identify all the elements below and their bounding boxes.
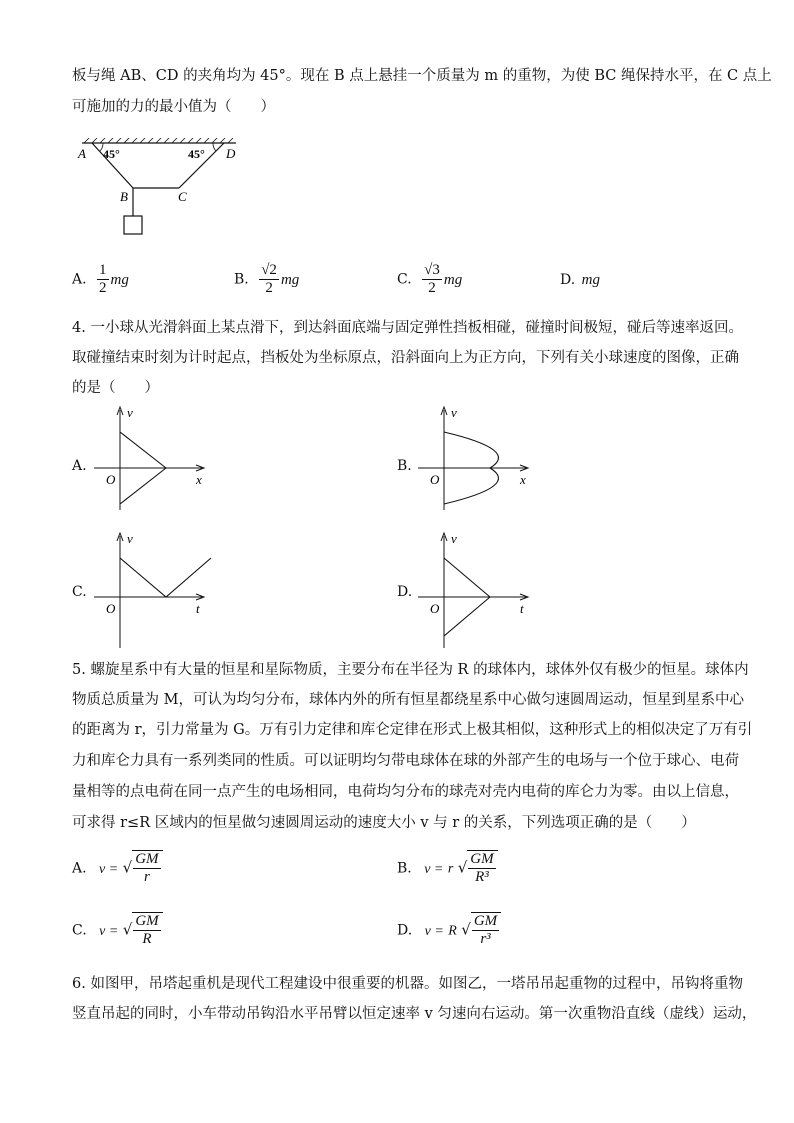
q4-option-c-letter[interactable]: C. [72,584,87,600]
q5-line5: 量相等的点电荷在同一点产生的电场相同，电荷均匀分布的球壳对壳内电荷的库仑力为零。由以上信息， [72,784,739,800]
fraction: $\frac{√2}{2}$ [261,262,277,296]
fraction: $\frac{√3}{2}$ [424,262,440,296]
q3-option-a[interactable]: A. $\frac{1}{2}$ mg [72,262,129,296]
q6-line2: 竖直吊起的同时，小车带动吊钩沿水平吊臂以恒定速率 v 匀速向右运动。第一次重物沿直线（虚线）运动， [72,1006,757,1022]
label-a: A [78,146,86,161]
q4-graph-a[interactable] [90,402,220,514]
fraction: $\frac{1}{2}$ [99,262,107,296]
label-b: B [120,189,128,204]
sqrt-sign: √ [122,858,133,877]
fraction: $\frac{GM}{R}$ [135,913,159,947]
q3-text-line1: 板与绳 AB、CD 的夹角均为 45°。现在 B 点上悬挂一个质量为 m 的重物，为使 BC 绳保持水平，在 C 点上 [72,68,772,84]
q4-option-a-letter[interactable]: A. [72,458,87,474]
q5-option-a[interactable]: A. v = √ $\frac{GM}{r}$ [72,850,163,886]
q5-option-b[interactable]: B. v = r √ $\frac{GM}{\text{R³}}$ [397,850,498,886]
svg-text:v: v [451,405,457,420]
angle-arc-right [213,143,216,151]
q4-line1: 4. 一小球从光滑斜面上某点滑下，到达斜面底端与固定弹性挡板相碰，碰撞时间极短，碰后等速率返回。 [72,320,743,336]
angle-label-left: 45° [103,147,120,161]
svg-text:O: O [430,601,440,616]
svg-text:x: x [196,472,202,487]
sqrt-sign: √ [457,858,468,877]
svg-text:O: O [430,472,440,487]
q4-option-b-letter[interactable]: B. [397,458,412,474]
q4-graph-c[interactable] [90,528,220,650]
fraction: $\frac{GM}{r}$ [135,851,159,885]
q3-option-c[interactable]: C. $\frac{√3}{2}$ mg [397,262,463,296]
q5-line4: 力和库仑力具有一系列类同的性质。可以证明均匀带电球体在球的外部产生的电场与一个位于球心、电荷 [72,753,739,769]
ceiling-hatch [84,138,233,143]
q4-line3: 的是（ ） [72,380,159,396]
q4-line2: 取碰撞结束时刻为计时起点，挡板处为坐标原点，沿斜面向上为正方向，下列有关小球速度的图像，正确 [72,350,739,366]
svg-text:v: v [451,531,457,546]
label-c: C [178,189,187,204]
svg-text:t: t [520,601,524,616]
q4-graph-d[interactable] [414,528,544,650]
fraction: $\frac{GM}{\text{r³}}$ [473,913,498,947]
q4-option-d-letter[interactable]: D. [397,584,413,600]
fraction: $\frac{GM}{\text{R³}}$ [470,851,494,885]
q3-rope-diagram [76,138,246,238]
svg-text:v: v [127,405,133,420]
sqrt-sign: √ [461,920,471,939]
q5-line1: 5. 螺旋星系中有大量的恒星和星际物质，主要分布在半径为 R 的球体内，球体外仅有极少的恒星。球体内 [72,662,749,678]
q5-line6: 可求得 r≤R 区域内的恒星做匀速圆周运动的速度大小 v 与 r 的关系，下列选项正确的是（ ） [72,815,696,831]
angle-label-right: 45° [188,147,205,161]
q6-line1: 6. 如图甲，吊塔起重机是现代工程建设中很重要的机器。如图乙，一塔吊吊起重物的过程中，吊钩将重物 [72,976,743,992]
q5-line2: 物质总质量为 M，可认为均匀分布，球体内外的所有恒星都绕星系中心做匀速圆周运动，恒星到星系中心 [72,692,744,708]
q3-option-b[interactable]: B. $\frac{√2}{2}$ mg [234,262,300,296]
svg-text:O: O [106,601,116,616]
label-d: D [226,146,236,161]
svg-text:v: v [127,531,133,546]
q5-option-c[interactable]: C. v = √ $\frac{GM}{R}$ [72,912,163,948]
q4-graph-b[interactable] [414,402,544,514]
q5-option-d[interactable]: D. v = R √ $\frac{GM}{\text{r³}}$ [397,912,501,948]
svg-text:t: t [196,601,200,616]
svg-text:x: x [520,472,526,487]
q3-option-d[interactable]: D. mg [560,272,600,288]
sqrt-sign: √ [122,920,133,939]
q3-text-line2: 可施加的力的最小值为（ ） [72,99,275,115]
svg-text:O: O [106,472,116,487]
hanging-weight [124,216,142,234]
q5-line3: 的距离为 r，引力常量为 G。万有引力定律和库仑定律在形式上极其相似，这种形式上的相似决定了万有引 [72,722,753,738]
